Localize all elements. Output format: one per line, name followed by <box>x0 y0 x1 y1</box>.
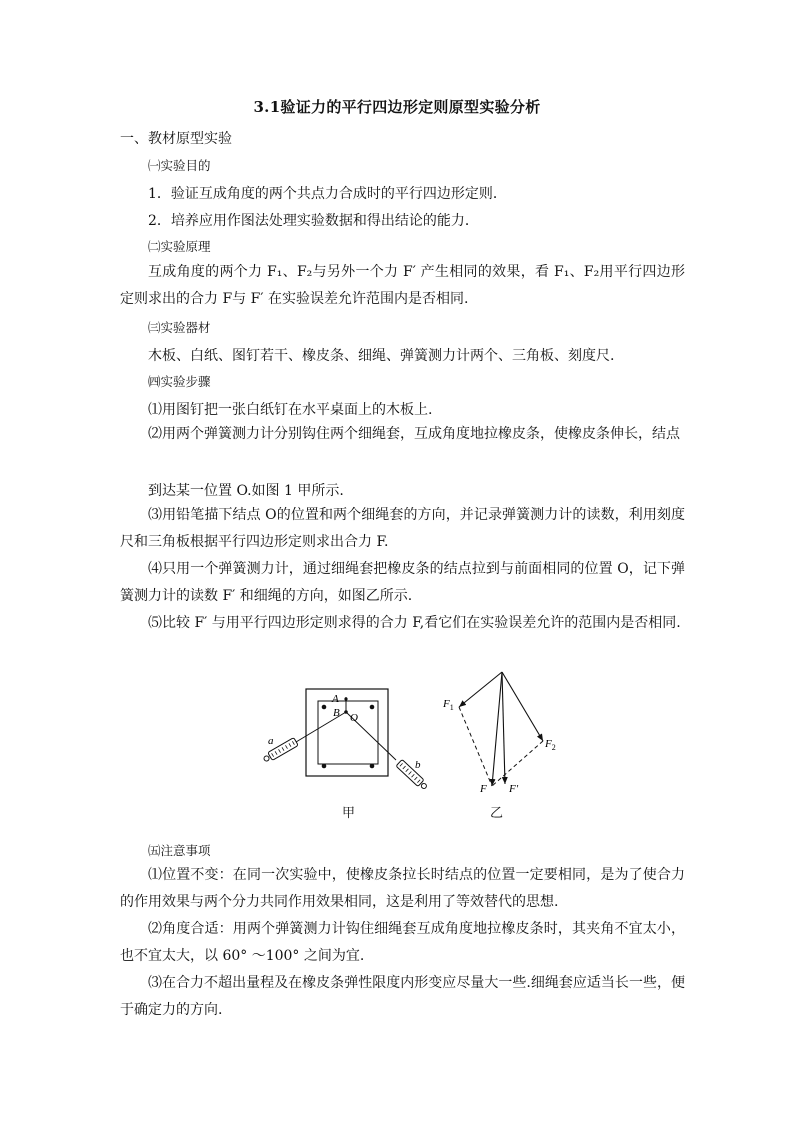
label-f: F <box>480 783 487 795</box>
vector-f1 <box>459 672 502 707</box>
label-f1: $F_1$ <box>443 698 454 712</box>
step-1: ⑴用图钉把一张白纸钉在水平桌面上的木板上. <box>148 402 433 418</box>
pin <box>370 764 375 769</box>
note-2: ⑵角度合适：用两个弹簧测力计钩住细绳套互成角度地拉橡皮条时，其夹角不宜太小，也不宜太大，以 60° ～100° 之间为宜. <box>120 921 685 964</box>
note-1: ⑴位置不变：在同一次实验中，使橡皮条拉长时结点的位置一定要相同，是为了使合力的作用效果与两个分力共同作用效果相同，这是利用了等效替代的思想. <box>120 867 685 910</box>
subheading-notes: ㈤注意事项 <box>148 843 211 858</box>
label-b-lower: b <box>415 759 421 771</box>
step-3: ⑶用铅笔描下结点 O的位置和两个细绳套的方向，并记录弹簧测力计的读数，利用刻度尺和三角板根据平行四边形定则求出合力 F. <box>120 507 685 550</box>
subheading-equipment: ㈢实验器材 <box>148 320 211 335</box>
step-2-continued: 到达某一位置 O.如图 1 甲所示. <box>148 483 344 499</box>
step-5: ⑸比较 F′ 与用平行四边形定则求得的合力 F,看它们在实验误差允许的范围内是否相同. <box>148 615 681 631</box>
point-a <box>344 697 347 700</box>
purpose-item-2: 2．培养应用作图法处理实验数据和得出结论的能力． <box>148 213 479 229</box>
caption-right: 乙 <box>490 806 504 821</box>
equipment-list: 木板、白纸、图钉若干、橡皮条、细绳、弹簧测力计两个、三角板、刻度尺. <box>148 348 615 364</box>
pin <box>322 705 327 710</box>
page-title: 3.1验证力的平行四边形定则原型实验分析 <box>253 98 541 116</box>
label-o: O <box>350 712 358 724</box>
subheading-principle: ㈡实验原理 <box>148 239 211 254</box>
caption-left: 甲 <box>342 806 356 821</box>
apparatus-diagram <box>262 689 429 791</box>
vector-f <box>492 672 502 786</box>
section-heading: 一、教材原型实验 <box>120 131 232 147</box>
spring-scale-b <box>396 759 429 790</box>
purpose-item-1: 1．验证互成角度的两个共点力合成时的平行四边形定则． <box>148 186 507 202</box>
note-3: ⑶在合力不超出量程及在橡皮条弹性限度内形变应尽量大一些.细绳套应适当长一些，便于确定力的方向. <box>120 975 685 1018</box>
vector-f-prime <box>502 672 505 784</box>
pin <box>370 705 375 710</box>
vector-f2 <box>502 672 543 741</box>
label-f-prime: F′ <box>509 783 519 795</box>
label-b-upper: B <box>333 707 340 719</box>
label-a-lower: a <box>268 735 274 747</box>
step-4: ⑷只用一个弹簧测力计，通过细绳套把橡皮条的结点拉到与前面相同的位置 O，记下弹簧测力计的读数 F′ 和细绳的方向，如图乙所示. <box>120 561 685 604</box>
label-f2: $F_2$ <box>545 738 556 752</box>
force-diagram <box>442 672 556 795</box>
label-a-upper: A <box>332 693 339 705</box>
subheading-purpose: ㈠实验目的 <box>148 158 211 173</box>
step-2: ⑵用两个弹簧测力计分别钩住两个细绳套，互成角度地拉橡皮条，使橡皮条伸长，结点 <box>148 426 680 442</box>
pin <box>322 764 327 769</box>
parallelogram-side <box>459 707 492 786</box>
paper-sheet <box>318 701 378 764</box>
principle-paragraph: 互成角度的两个力 F₁、F₂与另外一个力 F′ 产生相同的效果，看 F₁、F₂用平行四边形定则求出的合力 F与 F′ 在实验误差允许范围内是否相同. <box>120 264 685 307</box>
subheading-steps: ㈣实验步骤 <box>148 374 211 389</box>
parallelogram-side <box>492 741 543 786</box>
